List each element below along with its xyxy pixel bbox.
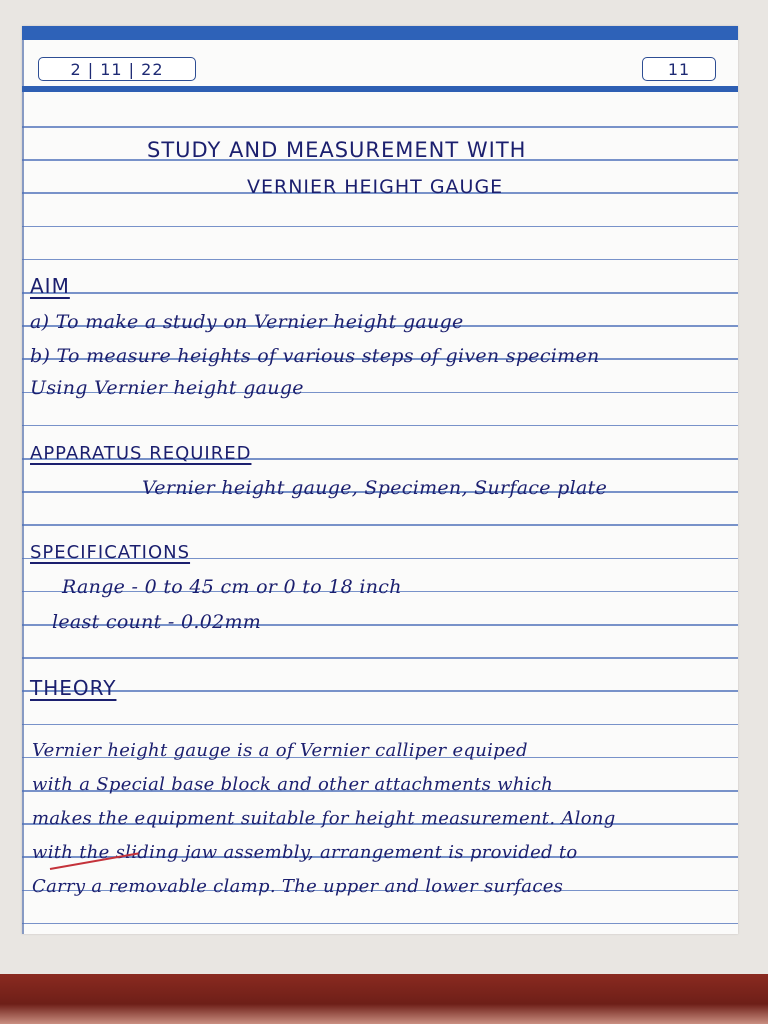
- aim-item-b-continued: Using Vernier height gauge: [30, 377, 304, 399]
- ruled-line: [22, 126, 738, 128]
- theory-line-2: with a Special base block and other attachments which: [32, 774, 554, 795]
- aim-heading: AIM: [30, 274, 70, 298]
- page-number-text: 11: [667, 59, 691, 79]
- theory-heading: THEORY: [30, 676, 117, 700]
- spec-range: Range - 0 to 45 cm or 0 to 18 inch: [62, 576, 402, 598]
- ruled-line: [22, 425, 738, 427]
- specifications-heading: SPECIFICATIONS: [30, 542, 191, 563]
- apparatus-heading: APPARATUS REQUIRED: [30, 443, 252, 464]
- notebook-page: [22, 26, 738, 934]
- ruled-line: [22, 690, 738, 692]
- ruled-line: [22, 524, 738, 526]
- spec-least-count: least count - 0.02mm: [52, 611, 262, 633]
- ruled-line: [22, 724, 738, 726]
- ruled-line: [22, 259, 738, 261]
- page-number-box: [642, 57, 716, 81]
- desk-surface: [0, 974, 768, 1024]
- title-line-2: VERNIER HEIGHT GAUGE: [247, 176, 504, 198]
- ruled-line: [22, 226, 738, 228]
- theory-line-5: Carry a removable clamp. The upper and lower surfaces: [32, 876, 564, 897]
- header-rule: [22, 86, 738, 92]
- top-color-bar: [22, 26, 738, 40]
- ruled-line: [22, 292, 738, 294]
- ruled-line: [22, 923, 738, 925]
- theory-line-4: with the sliding jaw assembly, arrangement is provided to: [32, 842, 578, 863]
- apparatus-text: Vernier height gauge, Specimen, Surface plate: [142, 477, 608, 499]
- date-box: [38, 57, 196, 81]
- theory-line-1: Vernier height gauge is a of Vernier calliper equiped: [32, 740, 528, 761]
- title-line-1: STUDY AND MEASUREMENT WITH: [147, 138, 527, 162]
- ruled-line: [22, 657, 738, 659]
- page-edge: [22, 26, 24, 934]
- aim-item-b: b) To measure heights of various steps of given specimen: [30, 345, 600, 367]
- aim-item-a: a) To make a study on Vernier height gauge: [30, 311, 464, 333]
- theory-line-3: makes the equipment suitable for height measurement. Along: [32, 808, 616, 829]
- date-text: 2 | 11 | 22: [70, 59, 164, 79]
